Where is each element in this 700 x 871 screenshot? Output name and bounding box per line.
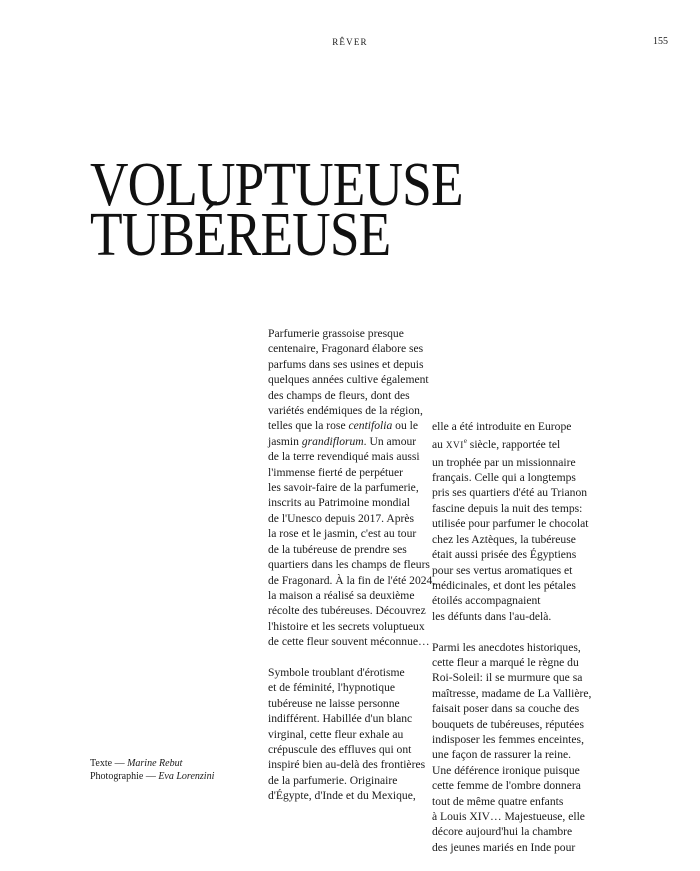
text-line: centenaire, Fragonard élabore ses — [268, 342, 424, 356]
text-span: siècle, rapportée tel — [466, 438, 561, 452]
text-line: fascine depuis la nuit des temps: — [432, 501, 583, 515]
text-line: tout de même quatre enfants — [432, 794, 564, 808]
text-line: les défunts dans l'au-delà. — [432, 609, 552, 623]
text-line: de Fragonard. À la fin de l'été 2024, — [268, 573, 436, 587]
text-line: de la terre revendiqué mais aussi — [268, 450, 420, 464]
section-header: RÊVER — [332, 37, 368, 47]
text-line: pour ses vertus aromatiques et — [432, 563, 573, 577]
text-line: était aussi prisée des Égyptiens — [432, 548, 577, 562]
credit-author: Marine Rebut — [127, 758, 183, 769]
text-line: cette femme de l'ombre donnera — [432, 779, 581, 793]
title-line: VOLUPTUEUSE — [90, 151, 463, 219]
text-line: de la tubéreuse de prendre ses — [268, 542, 407, 556]
text-line — [432, 434, 607, 454]
text-span: telles que la rose — [268, 419, 349, 433]
text-line: français. Celle qui a longtemps — [432, 471, 576, 485]
text-line: Symbole troublant d'érotisme — [268, 665, 405, 679]
italic-text: centifolia — [348, 419, 393, 433]
text-line: elle a été introduite en Europe — [432, 420, 572, 433]
text-line: récolte des tubéreuses. Découvrez — [268, 604, 426, 618]
credit-photo — [90, 771, 214, 784]
text-line: les savoir-faire de la parfumerie, — [268, 481, 419, 495]
text-line: décore aujourd'hui la chambre — [432, 825, 573, 839]
text-span: ou le — [392, 419, 419, 433]
credits — [90, 758, 214, 783]
page-number: 155 — [653, 36, 668, 47]
credit-label: Texte — — [90, 758, 128, 769]
italic-text: grandiflorum — [301, 434, 364, 448]
article-title — [90, 151, 463, 269]
paragraph — [432, 640, 607, 856]
text-column-1 — [268, 326, 443, 819]
text-span: jasmin — [268, 434, 302, 448]
text-line: indisposer les femmes enceintes, — [432, 732, 584, 746]
text-span: XVI — [445, 441, 464, 452]
text-line: cette fleur a marqué le règne du — [432, 655, 579, 669]
text-line: Parmi les anecdotes historiques, — [432, 640, 581, 654]
text-line: virginal, cette fleur exhale au — [268, 727, 404, 741]
text-line: faisait poser dans sa couche des — [432, 702, 580, 716]
text-line — [268, 418, 443, 433]
text-line: des jeunes mariés en Inde pour — [432, 840, 576, 854]
text-line: inspiré bien au-delà des frontières — [268, 758, 426, 772]
text-line: utilisée pour parfumer le chocolat — [432, 517, 589, 531]
text-line: de cette fleur souvent méconnue… — [268, 635, 430, 649]
text-line: quartiers dans les champs de fleurs — [268, 558, 430, 572]
text-line: médicinales, et dont les pétales — [432, 578, 576, 592]
text-line: inscrits au Patrimoine mondial — [268, 496, 411, 510]
text-line: la rose et le jasmin, c'est au tour — [268, 527, 417, 541]
title-line: TUBÉREUSE — [90, 201, 391, 269]
text-line: tubéreuse ne laisse personne — [268, 696, 400, 710]
text-line: l'histoire et les secrets voluptueux — [268, 619, 425, 633]
text-line: variétés endémiques de la région, — [268, 404, 423, 418]
text-line: indifférent. Habillée d'un blanc — [268, 712, 413, 726]
text-line: parfums dans ses usines et depuis — [268, 357, 424, 371]
text-line: un trophée par un missionnaire — [432, 455, 576, 469]
text-line: Parfumerie grassoise presque — [268, 327, 404, 340]
text-line: Roi-Soleil: il se murmure que sa — [432, 671, 583, 685]
text-line: à Louis XIV… Majestueuse, elle — [432, 810, 585, 823]
text-span: . Un amour — [363, 434, 417, 448]
text-line: et de féminité, l'hypnotique — [268, 681, 396, 695]
paragraph — [268, 665, 443, 804]
paragraph — [268, 326, 443, 650]
text-line: la maison a réalisé sa deuxième — [268, 588, 415, 602]
text-line: Une déférence ironique puisque — [432, 763, 580, 777]
paragraph — [432, 419, 607, 624]
text-span: e — [463, 437, 467, 446]
text-line: pris ses quartiers d'été au Trianon — [432, 486, 588, 500]
text-line: de la parfumerie. Originaire — [268, 773, 398, 787]
text-line: des champs de fleurs, dont des — [268, 388, 410, 402]
text-line: de l'Unesco depuis 2017. Après — [268, 511, 415, 525]
text-line: chez les Aztèques, la tubéreuse — [432, 532, 576, 546]
text-line: crépuscule des effluves qui ont — [268, 742, 412, 756]
credit-label: Photographie — — [90, 770, 159, 782]
text-line: l'immense fierté de perpétuer — [268, 465, 404, 479]
text-line — [268, 434, 443, 449]
credit-photographer: Eva Lorenzini — [158, 770, 215, 782]
text-span: au — [432, 438, 446, 452]
text-line: une façon de rassurer la reine. — [432, 748, 572, 762]
text-line: maîtresse, madame de La Vallière, — [432, 686, 592, 700]
text-line: quelques années cultive également — [268, 373, 429, 387]
text-line: d'Égypte, d'Inde et du Mexique, — [268, 789, 416, 803]
text-column-2 — [432, 419, 607, 871]
text-line: étoilés accompagnaient — [432, 594, 541, 608]
text-line: bouquets de tubéreuses, réputées — [432, 717, 584, 731]
credit-text — [90, 758, 214, 771]
